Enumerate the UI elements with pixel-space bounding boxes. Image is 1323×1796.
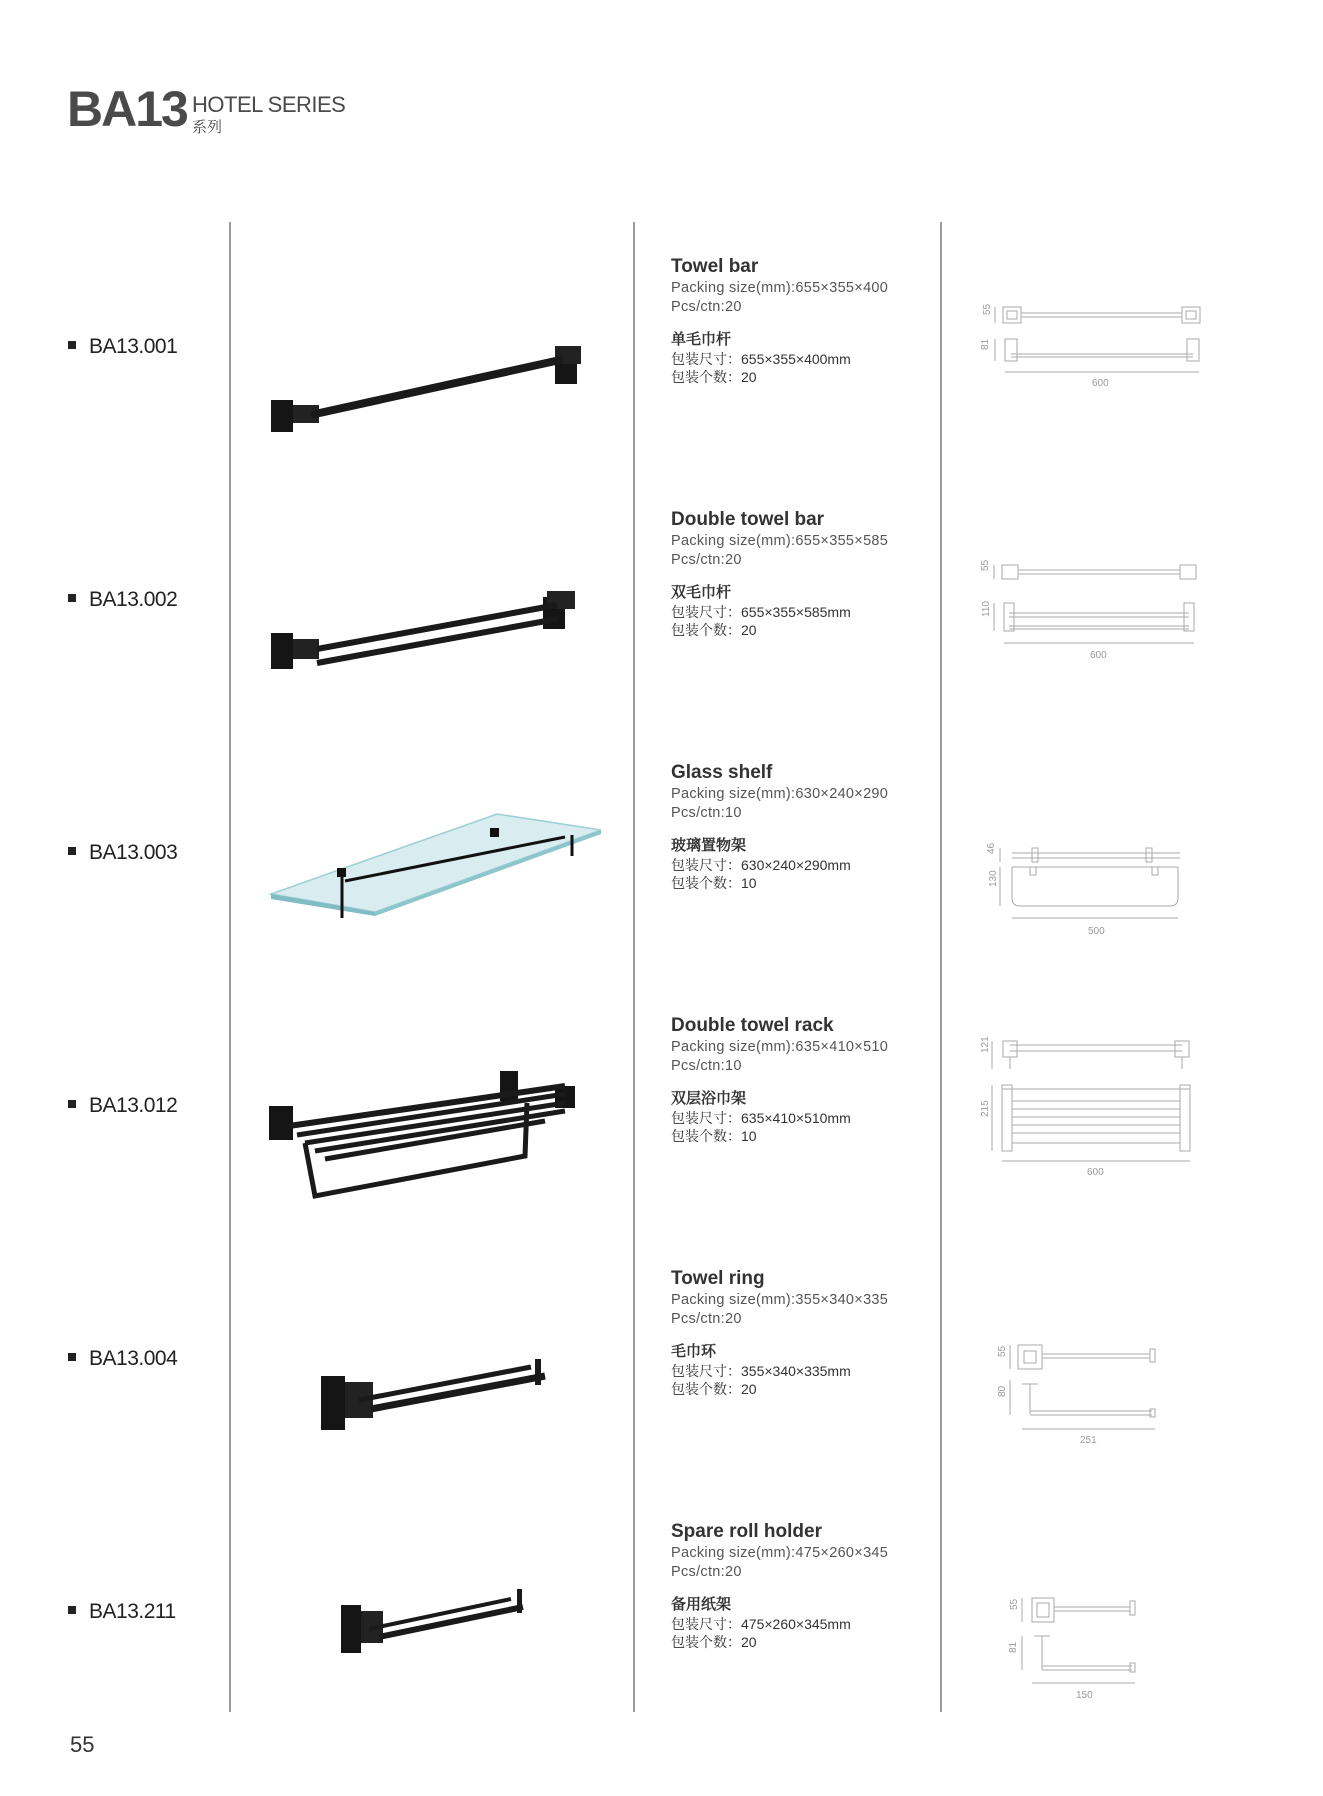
dimension-drawing (970, 1284, 1220, 1474)
dimension-label: 81 (980, 338, 991, 350)
product-code (68, 1600, 176, 1624)
dimension-label: 55 (980, 559, 991, 571)
pcs-per-carton: Pcs/ctn:20 (671, 1311, 742, 1327)
pcs-per-carton: Pcs/ctn:10 (671, 1058, 742, 1074)
product-name-cn: 备用纸架 (671, 1596, 732, 1613)
product-name-cn: 双毛巾杆 (671, 584, 732, 601)
packing-size-cn: 包装尺寸：655×355×585mm (671, 604, 851, 620)
bullet-icon (68, 847, 76, 855)
double-towel-rack-photo (265, 1031, 610, 1201)
product-code (68, 335, 177, 359)
packing-size: Packing size(mm):630×240×290 (671, 786, 889, 802)
product-row (0, 1244, 1323, 1497)
packing-size-cn: 包装尺寸：630×240×290mm (671, 857, 851, 873)
page-number: 55 (70, 1732, 95, 1757)
product-name-cn: 玻璃置物架 (671, 837, 747, 854)
dimension-label: 600 (1090, 650, 1107, 661)
dimension-drawing (970, 778, 1220, 968)
product-code-text: BA13.012 (89, 1094, 178, 1117)
bullet-icon (68, 1353, 76, 1361)
dimension-label: 121 (980, 1036, 991, 1053)
bullet-icon (68, 1606, 76, 1614)
glass-shelf-photo (265, 778, 610, 948)
pcs-per-carton-cn: 包装个数：10 (671, 1128, 757, 1144)
product-row (0, 485, 1323, 738)
packing-size-cn: 包装尺寸：355×340×335mm (671, 1363, 851, 1379)
product-code (68, 1094, 177, 1118)
product-code (68, 841, 177, 865)
pcs-per-carton-cn: 包装个数：20 (671, 622, 757, 638)
product-code (68, 1347, 177, 1371)
product-name-cn: 单毛巾杆 (671, 331, 732, 348)
product-code-text: BA13.001 (89, 335, 178, 358)
product-code-text: BA13.004 (89, 1347, 178, 1370)
product-row (0, 232, 1323, 485)
product-name: Glass shelf (671, 762, 773, 783)
dimension-drawing (970, 272, 1220, 462)
product-code-text: BA13.211 (89, 1600, 176, 1623)
dimension-drawing (970, 1031, 1220, 1221)
pcs-per-carton-cn: 包装个数：20 (671, 1381, 757, 1397)
product-name: Double towel bar (671, 509, 825, 530)
product-info (671, 509, 971, 639)
product-info (671, 762, 971, 892)
pcs-per-carton-cn: 包装个数：10 (671, 875, 757, 891)
dimension-label: 130 (988, 870, 999, 887)
towel-ring-photo (265, 1284, 610, 1454)
packing-size-cn: 包装尺寸：475×260×345mm (671, 1616, 851, 1632)
dimension-label: 80 (997, 1385, 1008, 1397)
series-name-cn: 系列 (192, 119, 223, 136)
product-name: Double towel rack (671, 1015, 834, 1036)
bullet-icon (68, 1100, 76, 1108)
product-info (671, 1015, 971, 1145)
dimension-label: 600 (1087, 1167, 1104, 1178)
packing-size: Packing size(mm):655×355×585 (671, 533, 889, 549)
dimension-drawing (970, 1537, 1220, 1727)
product-info (671, 1268, 971, 1398)
dimension-label: 150 (1076, 1690, 1093, 1701)
product-name: Towel bar (671, 256, 759, 277)
dimension-label: 110 (981, 601, 992, 617)
dimension-label: 500 (1088, 926, 1105, 937)
packing-size: Packing size(mm):355×340×335 (671, 1292, 889, 1308)
product-row (0, 991, 1323, 1244)
dimension-label: 55 (1009, 1598, 1020, 1610)
product-row (0, 1497, 1323, 1750)
product-name: Spare roll holder (671, 1521, 822, 1542)
series-name: HOTEL SERIES (192, 92, 346, 117)
dimension-label: 46 (986, 842, 997, 854)
dimension-label: 55 (997, 1345, 1008, 1357)
packing-size: Packing size(mm):475×260×345 (671, 1545, 889, 1561)
packing-size-cn: 包装尺寸：635×410×510mm (671, 1110, 851, 1126)
dimension-label: 251 (1080, 1435, 1097, 1446)
double-towel-bar-photo (265, 525, 610, 695)
packing-size: Packing size(mm):655×355×400 (671, 280, 889, 296)
product-code (68, 588, 177, 612)
bullet-icon (68, 594, 76, 602)
product-code-text: BA13.002 (89, 588, 178, 611)
spare-roll-holder-photo (265, 1537, 610, 1707)
bullet-icon (68, 341, 76, 349)
product-name-cn: 毛巾环 (671, 1343, 717, 1360)
pcs-per-carton: Pcs/ctn:20 (671, 299, 742, 315)
dimension-label: 215 (980, 1100, 991, 1117)
dimension-label: 55 (982, 303, 993, 315)
pcs-per-carton-cn: 包装个数：20 (671, 1634, 757, 1650)
packing-size-cn: 包装尺寸：655×355×400mm (671, 351, 851, 367)
dimension-drawing (970, 525, 1220, 715)
product-info (671, 256, 971, 386)
dimension-label: 81 (1008, 1641, 1019, 1653)
product-row (0, 738, 1323, 991)
towel-bar-photo (265, 272, 610, 442)
pcs-per-carton: Pcs/ctn:20 (671, 1564, 742, 1580)
product-code-text: BA13.003 (89, 841, 178, 864)
product-name-cn: 双层浴巾架 (671, 1090, 747, 1107)
product-name: Towel ring (671, 1268, 765, 1289)
dimension-label: 600 (1092, 378, 1109, 389)
product-info (671, 1521, 971, 1651)
series-code: BA13 (67, 81, 187, 137)
pcs-per-carton-cn: 包装个数：20 (671, 369, 757, 385)
pcs-per-carton: Pcs/ctn:20 (671, 552, 742, 568)
pcs-per-carton: Pcs/ctn:10 (671, 805, 742, 821)
packing-size: Packing size(mm):635×410×510 (671, 1039, 889, 1055)
